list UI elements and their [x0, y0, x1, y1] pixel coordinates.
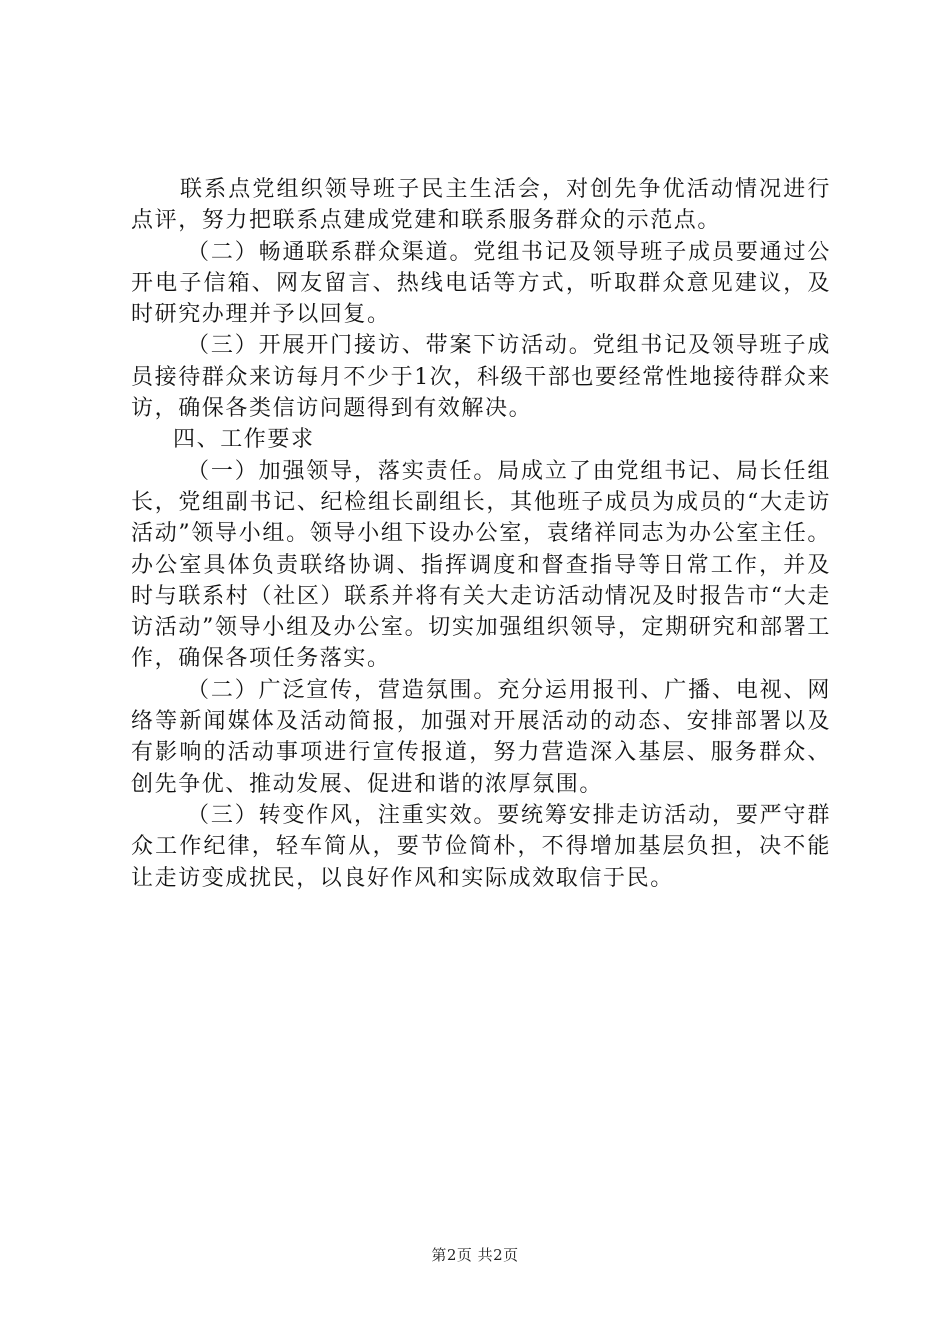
- page-number-footer: 第2页 共2页: [431, 1246, 519, 1264]
- paragraph-work-style: （三）转变作风，注重实效。要统筹安排走访活动，要严守群众工作纪律，轻车简从，要节俭简朴，不得增加基层负担，决不能让走访变成扰民，以良好作风和实际成效取信于民。: [131, 802, 831, 891]
- paragraph-publicity: （二）广泛宣传，营造氛围。充分运用报刊、广播、电视、网络等新闻媒体及活动简报，加强对开展活动的动态、安排部署以及有影响的活动事项进行宣传报道，努力营造深入基层、服务群众、创先争优、推动发展、促进和谐的浓厚氛围。: [131, 677, 831, 797]
- paragraph-leadership: （一）加强领导，落实责任。局成立了由党组书记、局长任组长，党组副书记、纪检组长副组长，其他班子成员为成员的“大走访活动”领导小组。领导小组下设办公室，袁绪祥同志为办公室主任。办公室具体负责联络协调、指挥调度和督查指导等日常工作，并及时与联系村（社区）联系并将有关大走访活动情况及时报告市“大走访活动”领导小组及办公室。切实加强组织领导，定期研究和部署工作，确保各项任务落实。: [131, 458, 831, 672]
- paragraph-open-visits: （三）开展开门接访、带案下访活动。党组书记及领导班子成员接待群众来访每月不少于1次，科级干部也要经常性地接待群众来访，确保各类信访问题得到有效解决。: [131, 333, 831, 422]
- section-heading-work-requirements: 四、工作要求: [173, 427, 315, 453]
- paragraph-continuation: 联系点党组织领导班子民主生活会，对创先争优活动情况进行点评，努力把联系点建成党建和联系服务群众的示范点。: [131, 177, 831, 234]
- document-body: [131, 174, 831, 894]
- paragraph-contact-channels: （二）畅通联系群众渠道。党组书记及领导班子成员要通过公开电子信箱、网友留言、热线电话等方式，听取群众意见建议，及时研究办理并予以回复。: [131, 239, 831, 328]
